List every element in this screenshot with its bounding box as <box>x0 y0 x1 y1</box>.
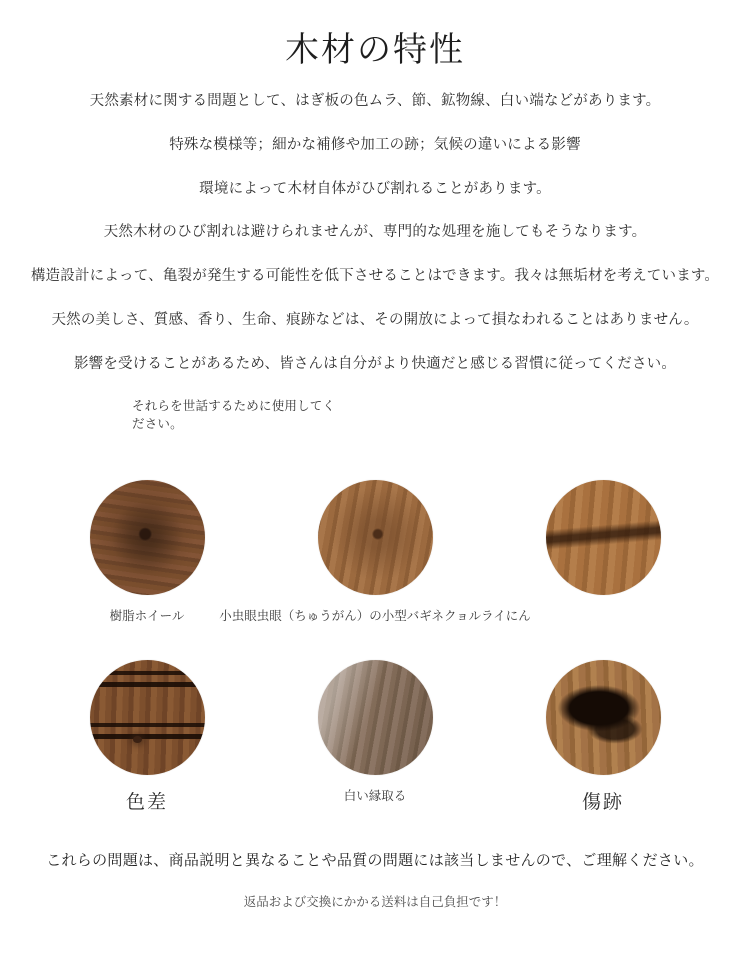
wood-sample-item <box>301 660 449 816</box>
description-paragraph: 天然の美しさ、質感、香り、生命、痕跡などは、その開放によって損なわれることはありません。 <box>51 311 699 328</box>
wood-sample-item <box>73 480 221 624</box>
wood-sample-row <box>0 660 750 816</box>
description-paragraph: 天然素材に関する問題として、はぎ板の色ムラ、節、鉱物線、白い端などがあります。 <box>89 93 661 109</box>
footer-sub-text: 返品および交換にかかる送料は自己負担です！ <box>243 895 507 910</box>
description-paragraph: 構造設計によって、亀裂が発生する可能性を低下させることはできます。我々は無垢材を考えています。 <box>30 268 720 284</box>
description-paragraph: 影響を受けることがあるため、皆さんは自分がより快適だと感じる習慣に従ってください。 <box>73 355 677 372</box>
wood-sample-item <box>219 480 531 624</box>
wood-sample-image <box>318 660 433 775</box>
description-paragraphs <box>0 77 750 434</box>
wood-sample-image <box>546 480 661 595</box>
wood-sample-caption: 樹脂ホイール <box>109 608 185 623</box>
wood-sample-caption: 傷跡 <box>581 791 624 813</box>
wood-sample-image <box>546 660 661 775</box>
wood-sample-caption: 小虫眼虫眼（ちゅうがん）の小型バギネクョルライにん <box>219 608 531 623</box>
footer-notice <box>0 849 750 910</box>
page-title: 木材の特性 <box>285 32 465 69</box>
wood-sample-image <box>318 480 433 595</box>
description-paragraph: 天然木材のひび割れは避けられませんが、専門的な処理を施してもそうなります。 <box>103 224 647 241</box>
wood-sample-item <box>529 480 677 624</box>
footer-main-text: これらの問題は、商品説明と異なることや品質の問題には該当しませんので、ご理解ください。 <box>46 852 704 870</box>
wood-sample-item <box>73 660 221 816</box>
wood-sample-item <box>529 660 677 816</box>
wood-sample-image <box>90 480 205 595</box>
description-paragraph: 特殊な模様等；細かな補修や加工の跡；気候の違いによる影響 <box>169 136 581 153</box>
description-note: それらを世話するために使用してください。 <box>132 399 336 432</box>
product-description-page <box>0 22 750 960</box>
wood-sample-image <box>90 660 205 775</box>
wood-sample-grid <box>0 480 750 816</box>
wood-sample-caption: 白い縁取る <box>343 788 407 803</box>
wood-sample-caption: 色差 <box>125 791 168 813</box>
wood-sample-row <box>0 480 750 624</box>
description-paragraph: 環境によって木材自体がひび割れることがあります。 <box>199 180 551 197</box>
